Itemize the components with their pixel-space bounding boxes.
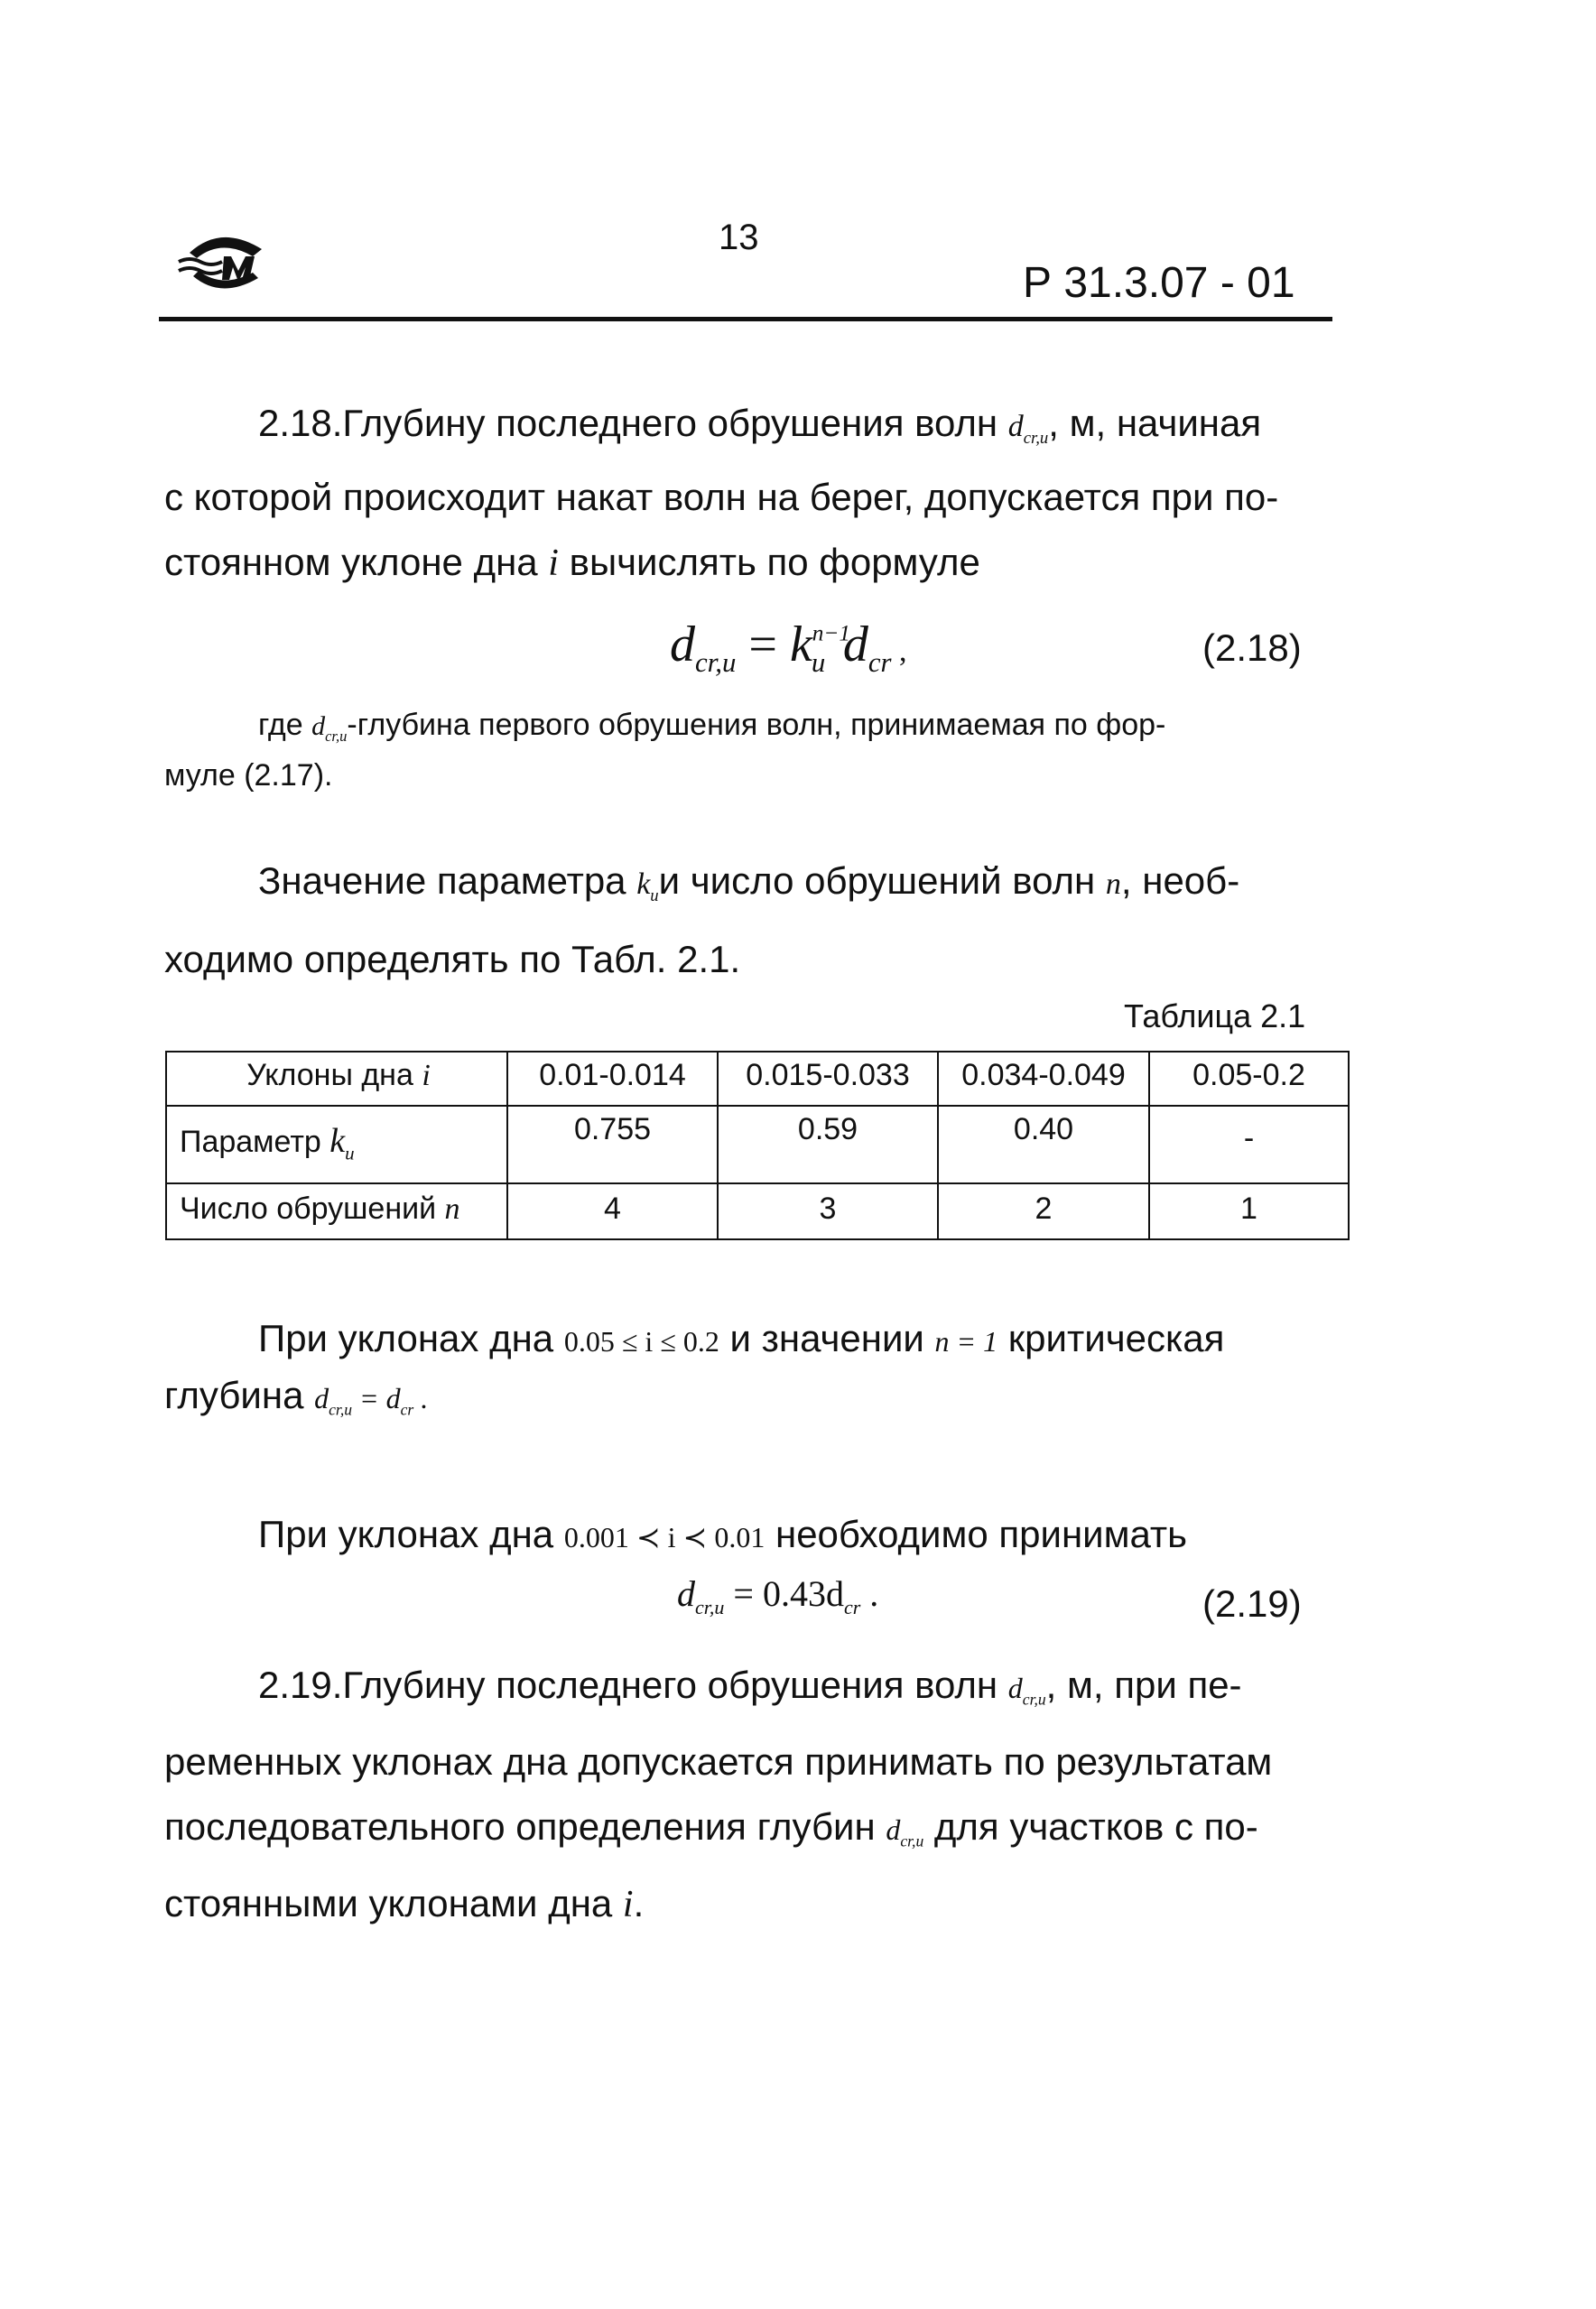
table-cell: - [1149, 1106, 1349, 1183]
table-cell: 0.015-0.033 [718, 1052, 938, 1106]
table-cell: 0.05-0.2 [1149, 1052, 1349, 1106]
section-2-19-line3: последовательного определения глубин $d_{cr,u}$ для участков с по- [164, 1805, 1258, 1850]
table-row-slopes [166, 1052, 1349, 1106]
table-caption: Таблица 2.1 [1124, 997, 1306, 1034]
param-paragraph-line2: ходимо определять по Табл. 2.1. [164, 938, 741, 980]
where-note-line2: муле (2.17). [164, 758, 333, 793]
table-cell: 1 [1149, 1183, 1349, 1239]
section-2-18-line1: 2.18.Глубину последнего обрушения волн $d_{cr,u}$, м, начиная [258, 402, 1262, 448]
formula-2-18-number: (2.18) [1202, 626, 1302, 669]
document-code: Р 31.3.07 - 01 [1023, 259, 1295, 307]
section-2-18-line3: стоянном уклоне дна i вычислять по формуле [164, 541, 980, 584]
slope-case-1-line1: При уклонах дна 0.05 ≤ i ≤ 0.2 и значении n = 1 критическая [258, 1317, 1225, 1359]
param-paragraph-line1: Значение параметра $k_uи$ число обрушений волн n, необ- [258, 859, 1240, 905]
table-row-n [166, 1183, 1349, 1239]
logo [172, 226, 280, 298]
table-cell: 0.034-0.049 [938, 1052, 1149, 1106]
formula-2-19-number: (2.19) [1202, 1582, 1302, 1625]
table-cell: 3 [718, 1183, 938, 1239]
table-cell: 4 [507, 1183, 718, 1239]
section-2-18-line2: с которой происходит накат волн на берег, допускается при по- [164, 476, 1279, 518]
table-header-cell: Число обрушений n [166, 1183, 507, 1239]
table-header-cell: Уклоны дна i [166, 1052, 507, 1106]
table-cell: 0.59 [718, 1106, 938, 1183]
table-cell: 2 [938, 1183, 1149, 1239]
slope-case-2-line1: При уклонах дна 0.001 ≺ i ≺ 0.01 необходимо принимать [258, 1513, 1188, 1555]
page-number: 13 [719, 218, 759, 257]
section-2-19-line4: стоянными уклонами дна i. [164, 1882, 645, 1925]
section-2-19-line1: 2.19.Глубину последнего обрушения волн $d_{cr,u}$, м, при пе- [258, 1664, 1242, 1709]
table-row-ku [166, 1106, 1349, 1183]
slope-case-1-line2: глубина $d_{cr,u} = d_{cr}$ . [164, 1374, 429, 1419]
formula-2-19: $d_{cr,u} = 0.43d_{cr}$ . [677, 1573, 879, 1618]
header-rule [159, 317, 1332, 321]
table-2-1 [165, 1051, 1350, 1240]
section-2-19-line2: ременных уклонах дна допускается принимать по результатам [164, 1740, 1273, 1783]
table-cell: 0.40 [938, 1106, 1149, 1183]
table-header-cell: Параметр $k_u$ [166, 1106, 507, 1183]
formula-2-18: $d_{cr,u} = k^{n-1}_u$ $d_{cr}$ , [670, 617, 907, 679]
table-cell: 0.755 [507, 1106, 718, 1183]
where-note-line1: где $d_{cr,u}$-глубина первого обрушения волн, принимаемая по фор- [258, 708, 1166, 745]
table-cell: 0.01-0.014 [507, 1052, 718, 1106]
